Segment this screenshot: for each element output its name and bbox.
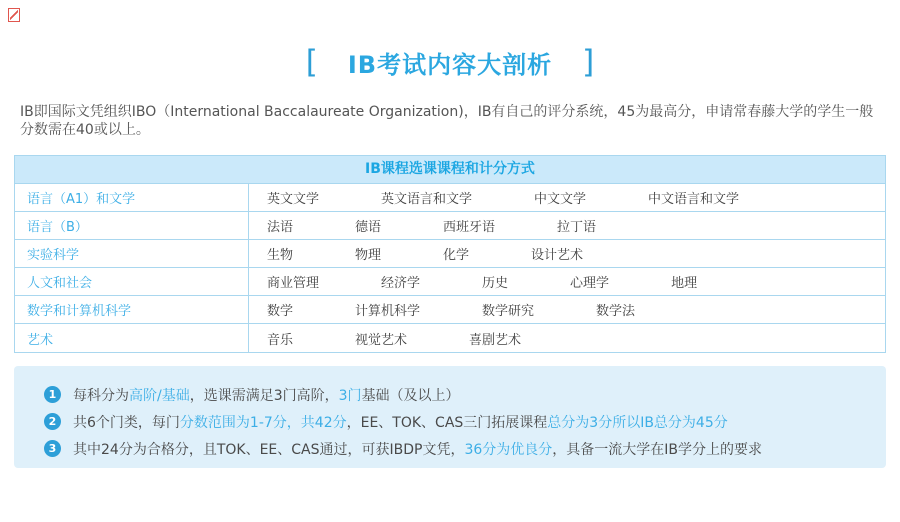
note-segment: ，具备一流大学在IB学分上的要求 — [552, 441, 763, 458]
note-segment-highlight: 36分为优良分 — [464, 441, 553, 458]
broken-image-icon — [8, 8, 20, 22]
category-cell: 语言（A1）和文学 — [15, 184, 249, 211]
course-cell: 英文语言和文学 — [381, 192, 473, 207]
course-cell: 数学法 — [596, 304, 636, 319]
course-cell: 法语 — [267, 220, 294, 235]
course-cell: 商业管理 — [267, 276, 320, 291]
note-item — [14, 435, 886, 462]
category-cell: 艺术 — [15, 324, 249, 352]
table-row — [15, 268, 885, 296]
table-row — [15, 324, 885, 352]
note-number-badge: 2 — [44, 413, 61, 430]
note-segment: 每科分为 — [73, 387, 129, 404]
course-cells — [249, 296, 885, 323]
course-cell: 英文文学 — [267, 192, 320, 207]
note-item — [14, 408, 886, 435]
course-cell: 拉丁语 — [557, 220, 597, 235]
note-segment-highlight: 3门 — [338, 387, 362, 404]
note-segment: 其中24分为合格分，且TOK、EE、CAS通过，可获IBDP文凭， — [73, 441, 465, 458]
note-segment: 基础（及以上） — [361, 387, 460, 404]
note-segment-highlight: 高阶/基础 — [129, 387, 190, 404]
title-bracket-left: [ — [305, 44, 318, 80]
course-cell: 物理 — [355, 248, 382, 263]
table-title: IB课程选课课程和计分方式 — [15, 156, 885, 184]
course-cell: 计算机科学 — [355, 304, 421, 319]
table-row — [15, 184, 885, 212]
page-title-row — [0, 42, 900, 82]
intro-paragraph: IB即国际文凭组织IBO（International Baccalaureate Organization)，IB有自己的评分系统，45为最高分，申请常春藤大学的学生一般分数需在40或以上。 — [20, 104, 874, 138]
course-cell: 数学研究 — [482, 304, 535, 319]
note-text — [73, 412, 728, 432]
note-item — [14, 381, 886, 408]
note-segment-highlight: 总分为3分所以IB总分为45分 — [547, 414, 728, 431]
course-cells — [249, 268, 885, 295]
table-row — [15, 212, 885, 240]
course-cell: 视觉艺术 — [355, 332, 408, 348]
course-cell: 喜剧艺术 — [469, 332, 522, 348]
note-text — [73, 439, 762, 459]
note-text — [73, 385, 460, 405]
course-cells — [249, 212, 885, 239]
category-cell: 语言（B） — [15, 212, 249, 239]
course-cell: 设计艺术 — [531, 248, 584, 263]
course-cell: 西班牙语 — [443, 220, 496, 235]
table-row — [15, 240, 885, 268]
course-cell: 音乐 — [267, 332, 294, 348]
course-cell: 经济学 — [381, 276, 421, 291]
course-cell: 历史 — [482, 276, 509, 291]
category-cell: 实验科学 — [15, 240, 249, 267]
table-row — [15, 296, 885, 324]
course-cells — [249, 184, 885, 211]
course-cell: 中文文学 — [534, 192, 587, 207]
note-segment: ，选课需满足3门高阶， — [189, 387, 339, 404]
note-segment: ，EE、TOK、CAS三门拓展课程 — [346, 414, 548, 431]
page-title: IB考试内容大剖析 — [347, 50, 553, 79]
course-cell: 中文语言和文学 — [648, 192, 740, 207]
course-cell: 化学 — [443, 248, 470, 263]
note-number-badge: 3 — [44, 440, 61, 457]
course-cell: 心理学 — [570, 276, 610, 291]
course-cells — [249, 240, 885, 267]
note-segment: 共6个门类，每门 — [73, 414, 180, 431]
title-bracket-right: ] — [582, 44, 595, 80]
category-cell: 数学和计算机科学 — [15, 296, 249, 323]
course-cells — [249, 324, 885, 352]
course-cell: 生物 — [267, 248, 294, 263]
note-segment-highlight: 分数范围为1-7分，共42分 — [179, 414, 347, 431]
course-cell: 德语 — [355, 220, 382, 235]
notes-panel — [14, 366, 886, 468]
category-cell: 人文和社会 — [15, 268, 249, 295]
course-cell: 地理 — [671, 276, 698, 291]
course-table — [14, 155, 886, 353]
note-number-badge: 1 — [44, 386, 61, 403]
course-cell: 数学 — [267, 304, 294, 319]
